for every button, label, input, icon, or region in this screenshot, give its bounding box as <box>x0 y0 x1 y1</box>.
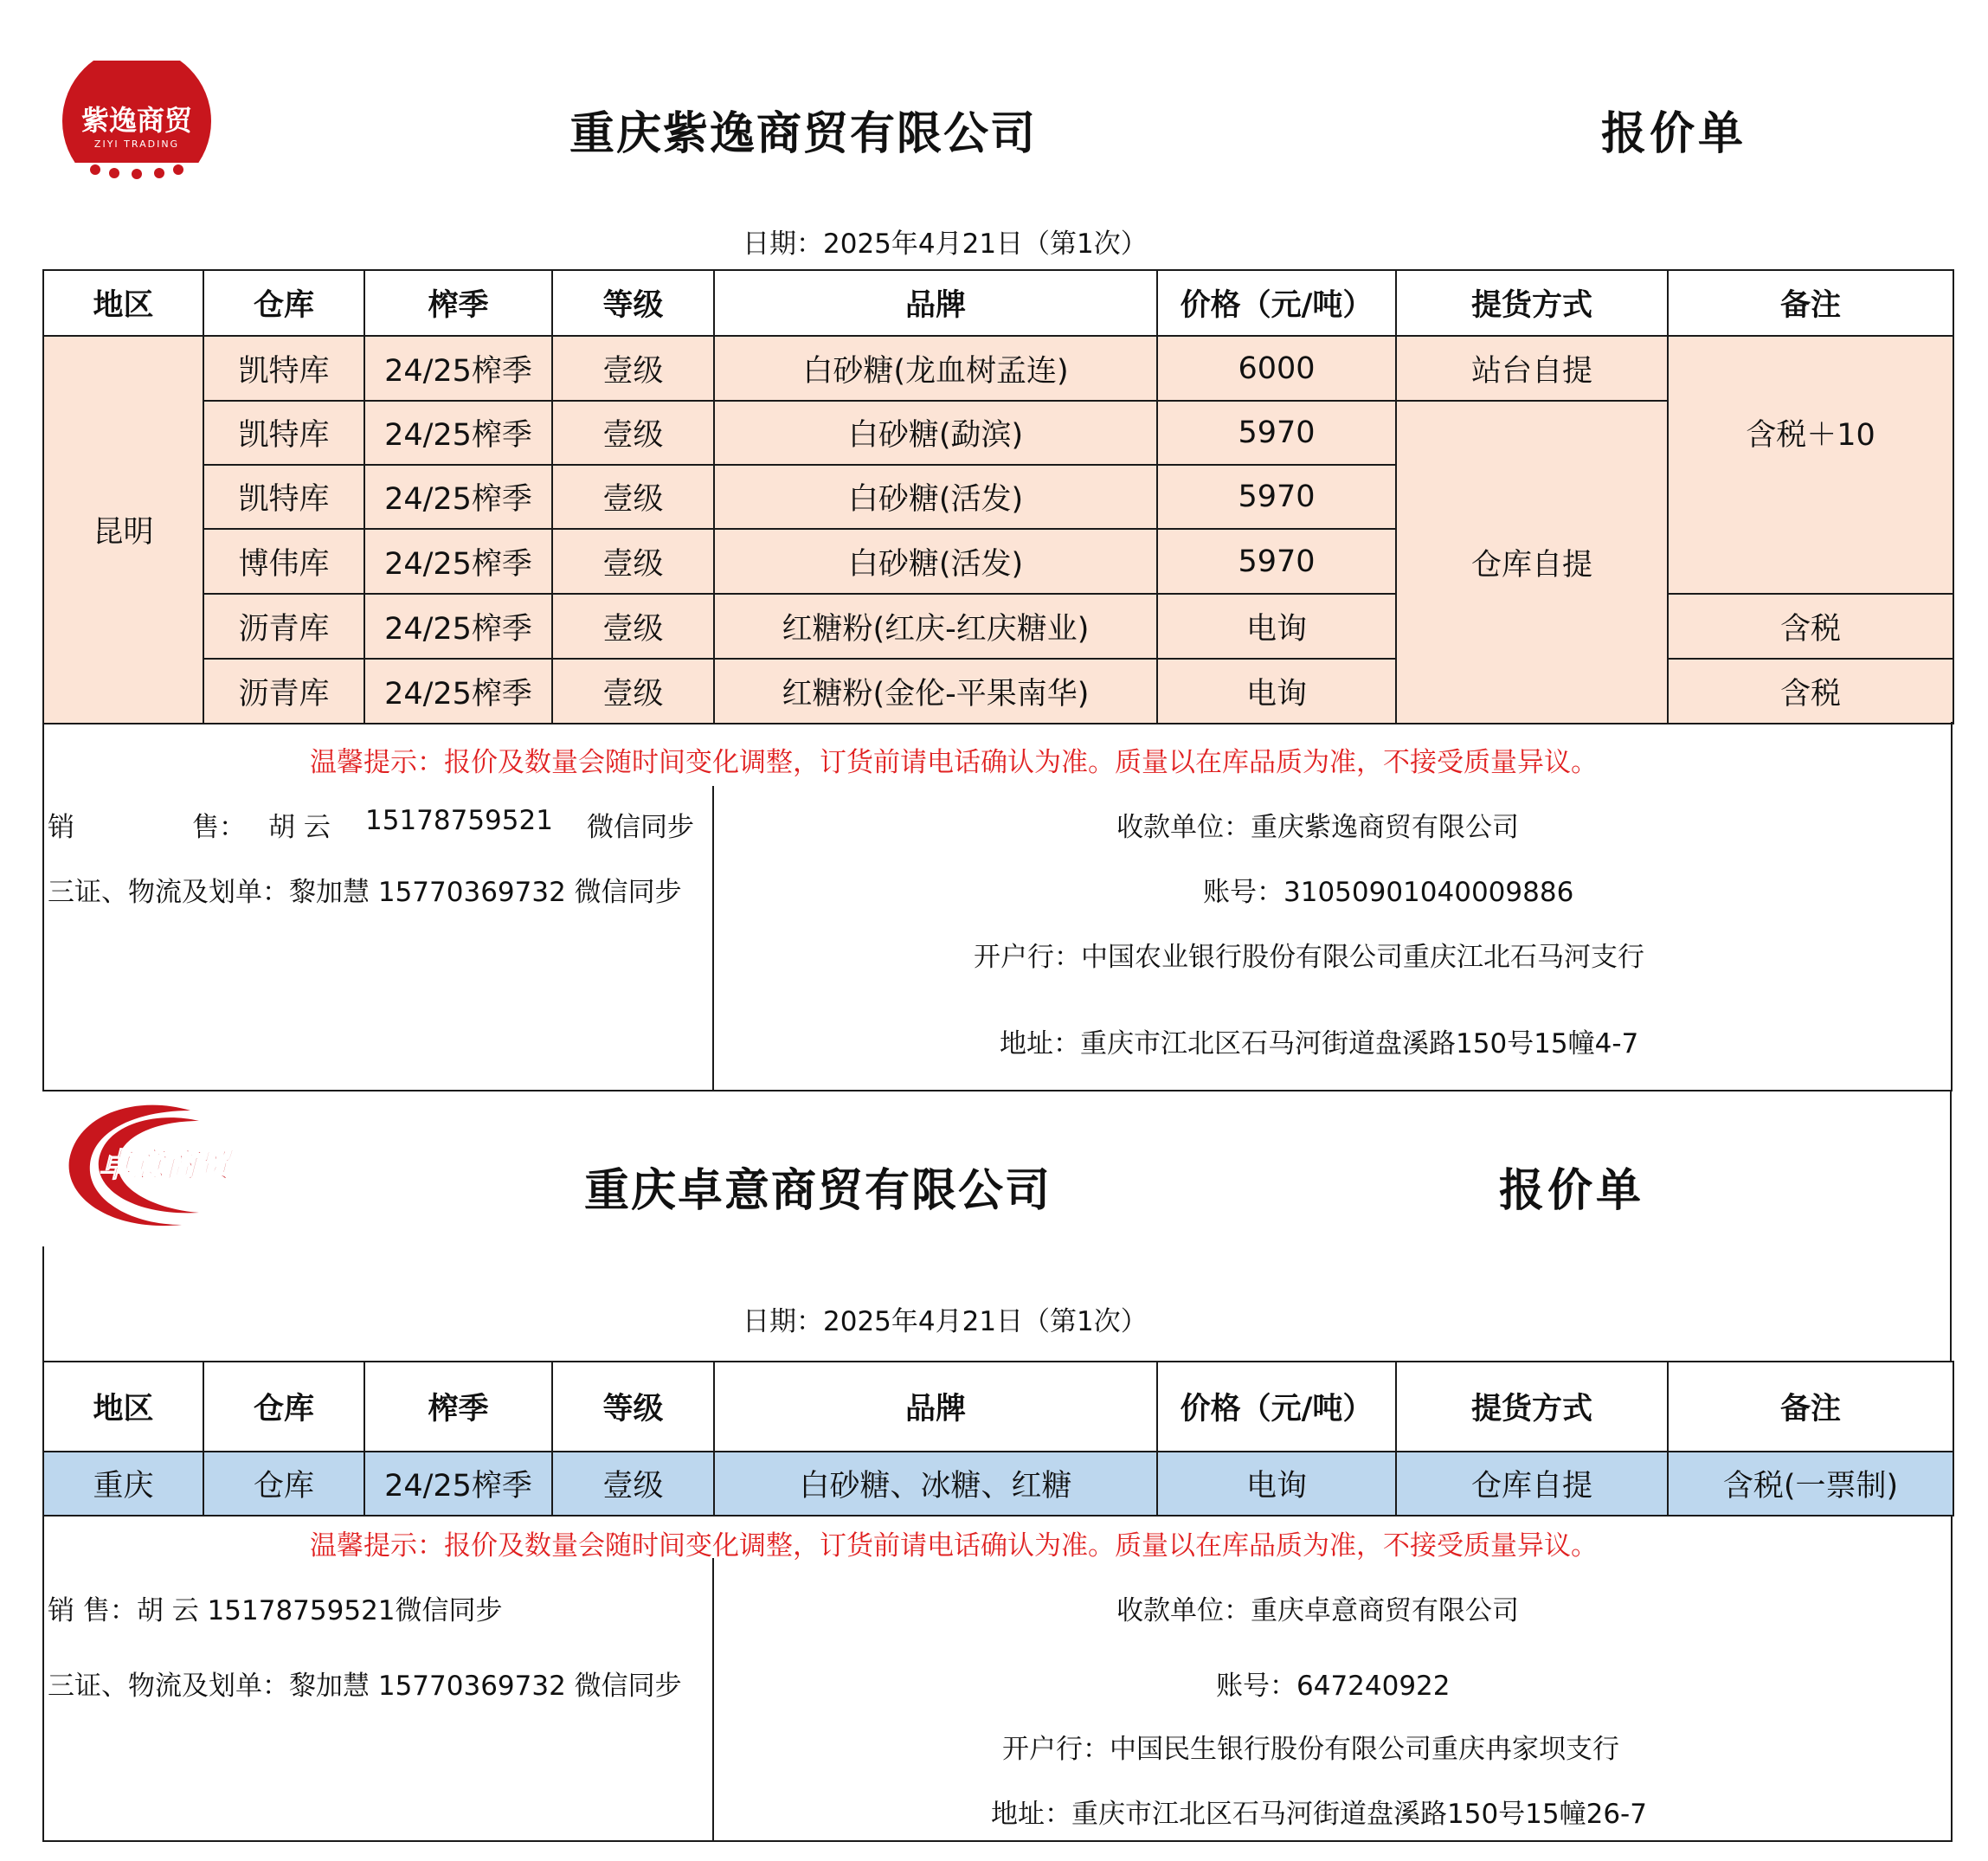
season-cell: 24/25榨季 <box>364 659 552 724</box>
header-delivery: 提货方式 <box>1396 270 1668 336</box>
zhuoyi-logo-text: 卓意商贸 <box>98 1146 231 1184</box>
brand-cell: 红糖粉(金伦-平果南华) <box>714 659 1157 724</box>
header-grade: 等级 <box>552 270 714 336</box>
brand-cell: 红糖粉(红庆-红庆糖业) <box>714 594 1157 659</box>
warehouse-cell: 仓库 <box>203 1452 364 1516</box>
account-2: 账号：647240922 <box>1216 1671 1451 1702</box>
bank-1: 开户行：中国农业银行股份有限公司重庆江北石马河支行 <box>974 942 1644 973</box>
table-row <box>43 401 1953 465</box>
season-cell: 24/25榨季 <box>364 336 552 401</box>
header-price: 价格（元/吨） <box>1157 270 1396 336</box>
header-remark: 备注 <box>1668 270 1953 336</box>
header-brand: 品牌 <box>714 270 1157 336</box>
remark-cell: 含税＋10 <box>1668 336 1953 594</box>
warehouse-cell: 沥青库 <box>203 659 364 724</box>
season-cell: 24/25榨季 <box>364 465 552 529</box>
header-grade: 等级 <box>552 1362 714 1452</box>
remark-cell: 含税 <box>1668 594 1953 659</box>
info-divider-2 <box>712 1558 714 1842</box>
company-title-1: 重庆紫逸商贸有限公司 <box>569 108 1038 160</box>
price-cell: 电询 <box>1157 1452 1396 1516</box>
header-remark: 备注 <box>1668 1362 1953 1452</box>
doc-title-1: 报价单 <box>1601 108 1747 160</box>
header-price: 价格（元/吨） <box>1157 1362 1396 1452</box>
warehouse-cell: 博伟库 <box>203 529 364 594</box>
warehouse-cell: 凯特库 <box>203 465 364 529</box>
price-cell: 5970 <box>1157 465 1396 529</box>
header-season: 榨季 <box>364 1362 552 1452</box>
price-cell: 电询 <box>1157 594 1396 659</box>
price-cell: 5970 <box>1157 401 1396 465</box>
address-2: 地址：重庆市江北区石马河街道盘溪路150号15幢26-7 <box>991 1799 1647 1830</box>
ziyi-logo-subtext: ZIYI TRADING <box>93 138 180 150</box>
table-row <box>43 1452 1953 1516</box>
tip-2: 温馨提示：报价及数量会随时间变化调整，订货前请电话确认为准。质量以在库品质为准，不接受质量异议。 <box>310 1530 1598 1562</box>
sales-phone-1: 15178759521 <box>365 805 553 836</box>
warehouse-cell: 凯特库 <box>203 336 364 401</box>
account-1: 账号：31050901040009886 <box>1203 877 1574 908</box>
table-header-1 <box>43 270 1953 336</box>
zhuoyi-logo <box>61 1095 242 1233</box>
price-table-2 <box>42 1361 1954 1516</box>
frame-left-2 <box>42 1246 44 1361</box>
payee-1: 收款单位：重庆紫逸商贸有限公司 <box>1116 812 1519 843</box>
season-cell: 24/25榨季 <box>364 594 552 659</box>
price-cell: 5970 <box>1157 529 1396 594</box>
ziyi-logo-text: 紫逸商贸 <box>80 104 193 137</box>
warehouse-cell: 凯特库 <box>203 401 364 465</box>
payee-2: 收款单位：重庆卓意商贸有限公司 <box>1116 1595 1519 1626</box>
tip-1: 温馨提示：报价及数量会随时间变化调整，订货前请电话确认为准。质量以在库品质为准，不接受质量异议。 <box>310 747 1598 778</box>
header-season: 榨季 <box>364 270 552 336</box>
date-1: 日期：2025年4月21日（第1次） <box>743 229 1148 260</box>
season-cell: 24/25榨季 <box>364 529 552 594</box>
grade-cell: 壹级 <box>552 659 714 724</box>
grade-cell: 壹级 <box>552 465 714 529</box>
brand-cell: 白砂糖(活发) <box>714 529 1157 594</box>
doc-title-2: 报价单 <box>1499 1165 1645 1217</box>
brand-cell: 白砂糖(龙血树孟连) <box>714 336 1157 401</box>
remark-cell: 含税 <box>1668 659 1953 724</box>
delivery-cell: 仓库自提 <box>1396 401 1668 724</box>
sales-2: 销 售：胡 云 15178759521微信同步 <box>48 1595 503 1626</box>
brand-cell: 白砂糖(活发) <box>714 465 1157 529</box>
header-warehouse: 仓库 <box>203 1362 364 1452</box>
price-table-1 <box>42 269 1954 724</box>
grade-cell: 壹级 <box>552 1452 714 1516</box>
season-cell: 24/25榨季 <box>364 401 552 465</box>
logistics-1: 三证、物流及划单：黎加慧 15770369732 微信同步 <box>48 877 682 908</box>
sales-label-b-1: 售： <box>192 812 246 843</box>
header-brand: 品牌 <box>714 1362 1157 1452</box>
address-1: 地址：重庆市江北区石马河街道盘溪路150号15幢4-7 <box>1000 1028 1639 1059</box>
brand-cell: 白砂糖、冰糖、红糖 <box>714 1452 1157 1516</box>
grade-cell: 壹级 <box>552 594 714 659</box>
region-cell: 重庆 <box>43 1452 203 1516</box>
grade-cell: 壹级 <box>552 401 714 465</box>
brand-cell: 白砂糖(勐滨) <box>714 401 1157 465</box>
logistics-2: 三证、物流及划单：黎加慧 15770369732 微信同步 <box>48 1671 682 1702</box>
header-warehouse: 仓库 <box>203 270 364 336</box>
price-cell: 电询 <box>1157 659 1396 724</box>
table-header-2 <box>43 1362 1953 1452</box>
table-row <box>43 336 1953 401</box>
warehouse-cell: 沥青库 <box>203 594 364 659</box>
date-2: 日期：2025年4月21日（第1次） <box>743 1306 1148 1337</box>
bank-2: 开户行：中国民生银行股份有限公司重庆冉家坝支行 <box>1002 1734 1619 1765</box>
grade-cell: 壹级 <box>552 529 714 594</box>
sales-label-a-1: 销 <box>48 812 74 843</box>
info-divider-1 <box>712 786 714 1091</box>
header-region: 地区 <box>43 270 203 336</box>
sales-name-1: 胡 云 <box>268 812 331 843</box>
remark-cell: 含税(一票制) <box>1668 1452 1953 1516</box>
price-cell: 6000 <box>1157 336 1396 401</box>
delivery-cell: 站台自提 <box>1396 336 1668 401</box>
grade-cell: 壹级 <box>552 336 714 401</box>
region-cell: 昆明 <box>43 336 203 724</box>
delivery-cell: 仓库自提 <box>1396 1452 1668 1516</box>
season-cell: 24/25榨季 <box>364 1452 552 1516</box>
ziyi-logo <box>61 61 213 180</box>
frame-right-2 <box>1950 1091 1952 1361</box>
sales-wechat-1: 微信同步 <box>587 812 694 843</box>
company-title-2: 重庆卓意商贸有限公司 <box>584 1165 1052 1217</box>
header-region: 地区 <box>43 1362 203 1452</box>
header-delivery: 提货方式 <box>1396 1362 1668 1452</box>
